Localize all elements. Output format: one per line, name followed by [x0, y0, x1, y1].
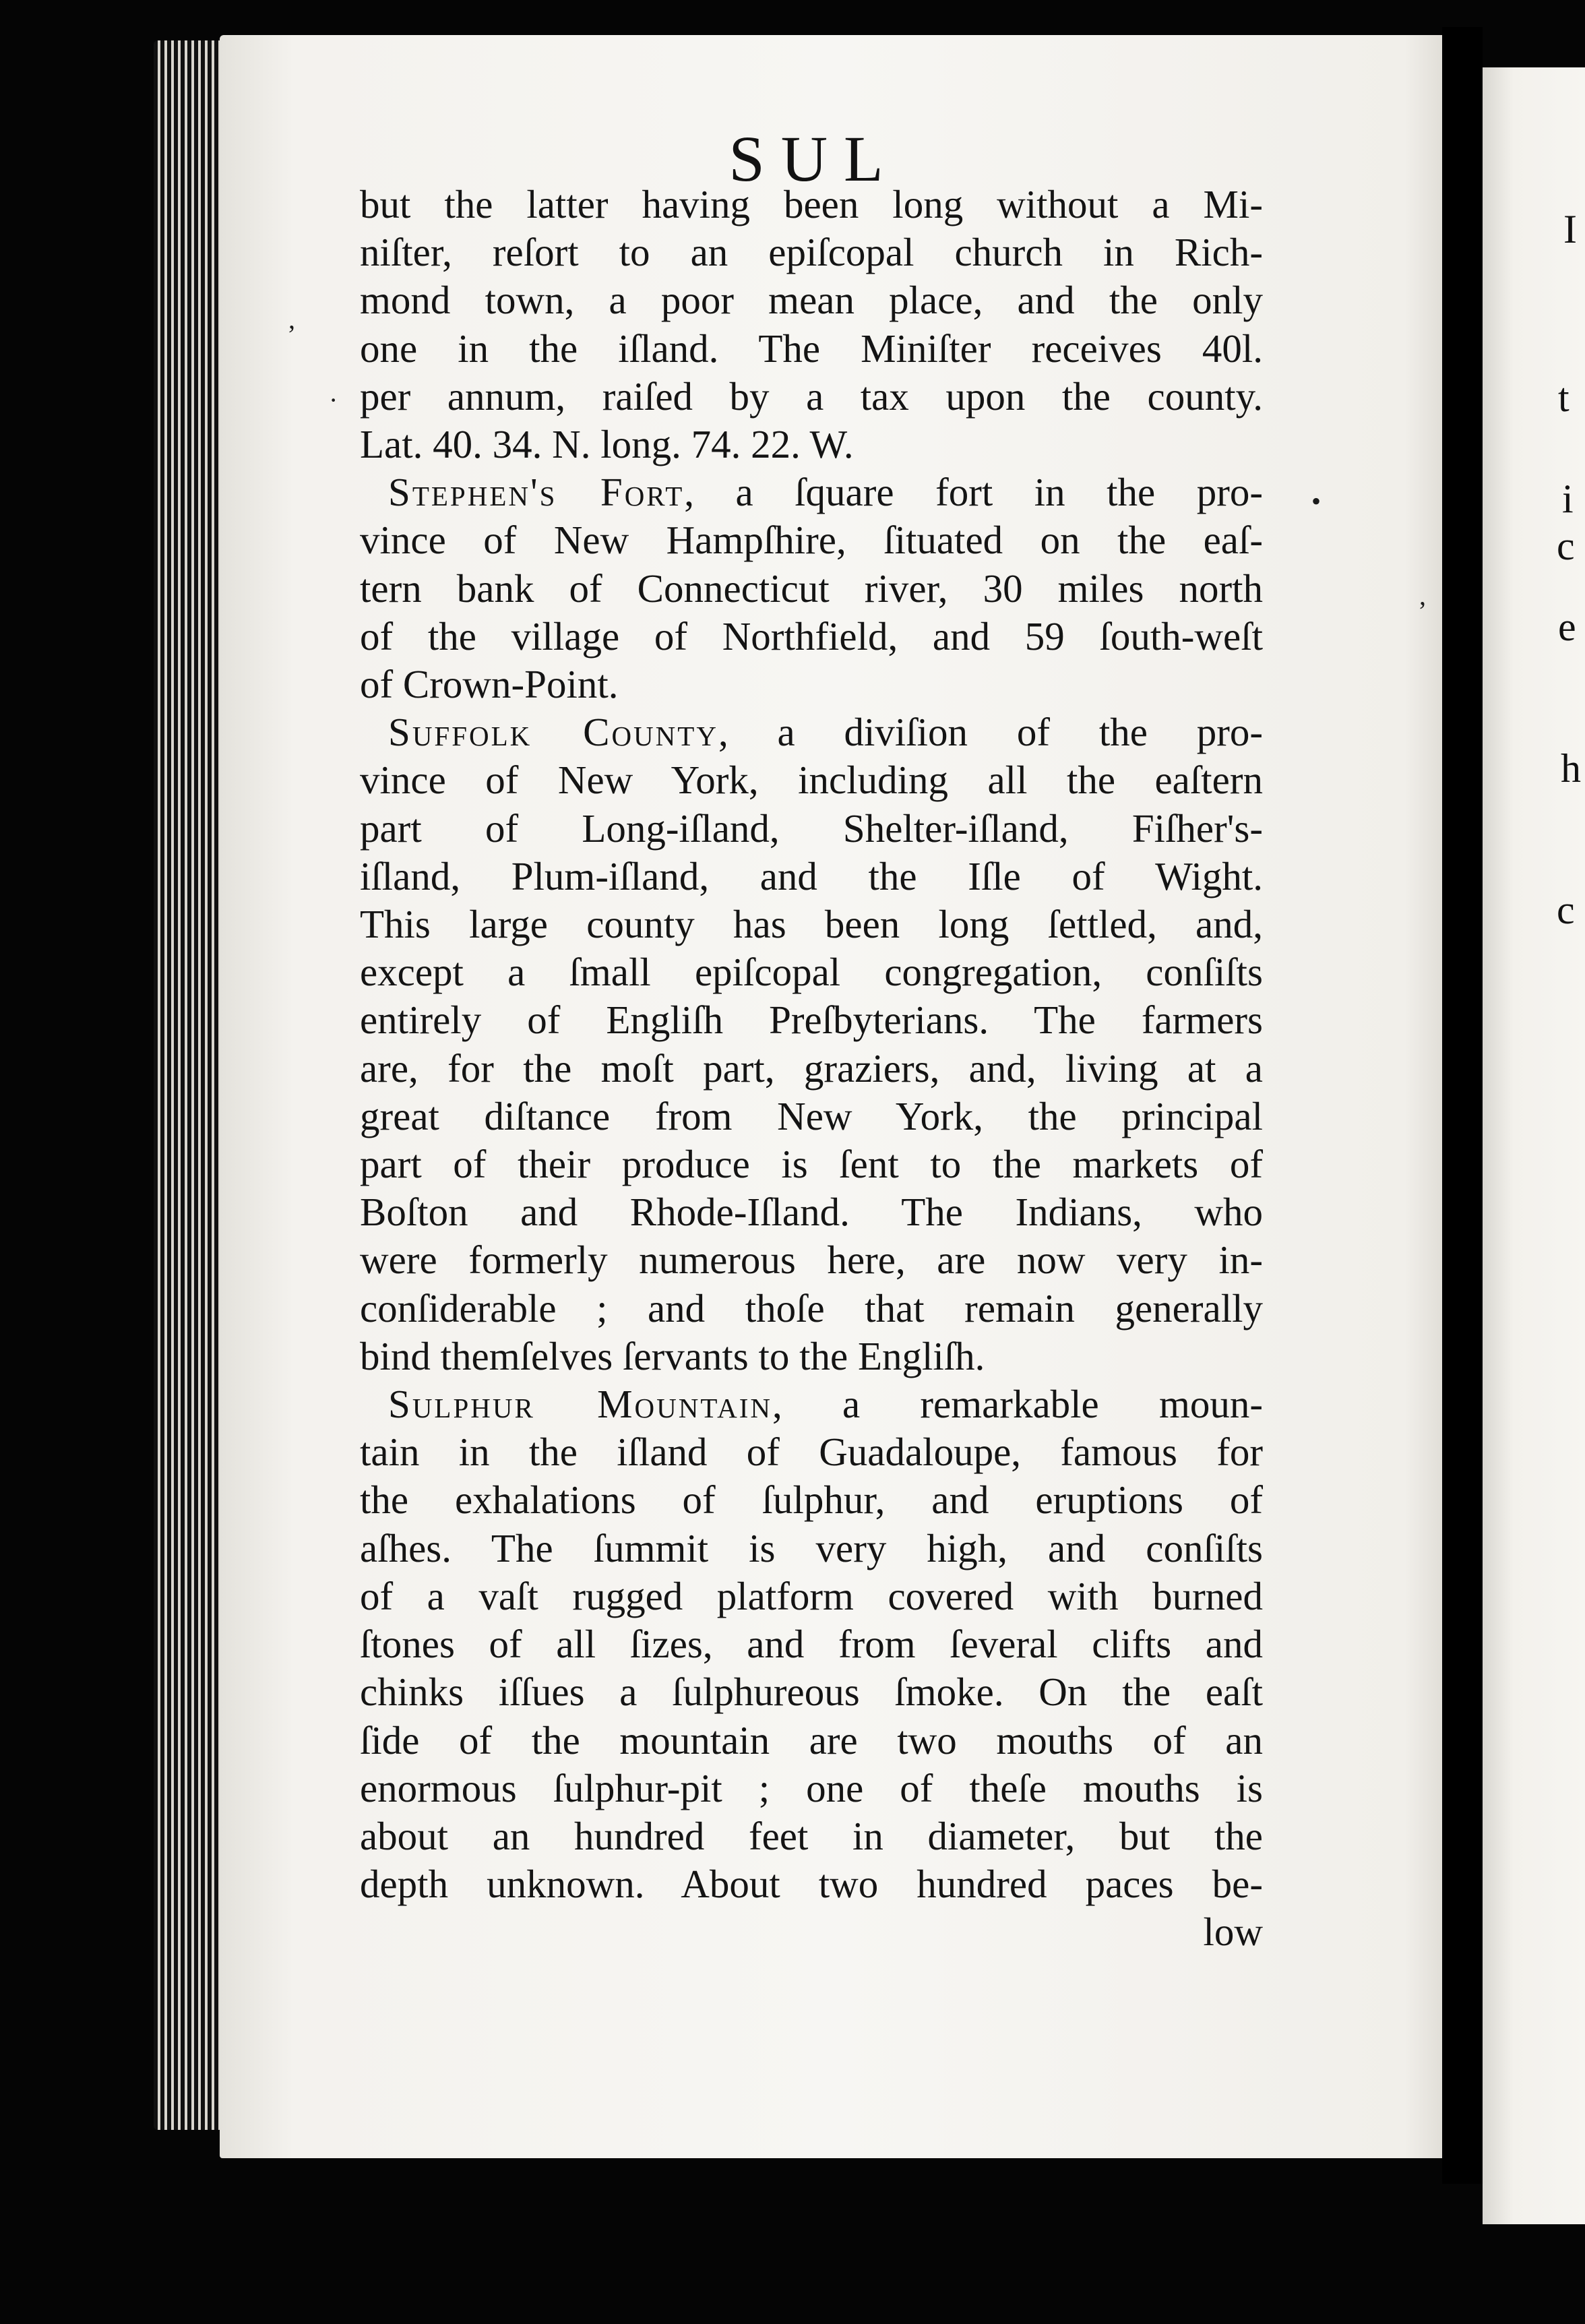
entry-heading: Suffolk County	[388, 710, 718, 755]
text-line: of Crown-Point.	[360, 662, 619, 707]
text-line: tern bank of Connecticut river, 30 miles north	[360, 565, 1263, 611]
text-line: iſland, Plum-iſland, and the Iſle of Wight.	[360, 853, 1263, 898]
entry-first-line	[360, 1380, 1263, 1428]
text-line: entirely of Engliſh Preſbyterians. The farmers	[360, 998, 1263, 1043]
facing-page	[1483, 67, 1585, 2224]
text-line: vince of New York, including all the eaſtern	[360, 758, 1263, 803]
text-line: one in the iſland. The Miniſter receives 40l.	[360, 326, 1263, 371]
facing-page-glyph: i	[1562, 477, 1574, 521]
text-line: chinks iſſues a ſulphureous ſmoke. On the eaſt	[360, 1670, 1263, 1715]
page-text	[360, 181, 1263, 1957]
text-line: of a vaſt rugged platform covered with burned	[360, 1573, 1263, 1618]
text-line: ſide of the mountain are two mouths of an	[360, 1717, 1263, 1763]
text-line: were formerly numerous here, are now very in-	[360, 1237, 1263, 1283]
entry-heading-rest: , a ſquare fort in the pro-	[684, 470, 1264, 515]
text-line: great diſtance from New York, the principal	[360, 1093, 1263, 1138]
text-line: the exhalations of ſulphur, and eruptions of	[360, 1477, 1263, 1523]
entry-heading: Sulphur Mountain	[388, 1382, 772, 1427]
text-line: enormous ſulphur-pit ; one of theſe mouths is	[360, 1765, 1263, 1810]
paragraph-richmond	[360, 181, 1263, 468]
stray-mark: ,	[288, 304, 295, 334]
text-line: Boſton and Rhode-Iſland. The Indians, who	[360, 1190, 1263, 1235]
entry-sulphur-mountain	[360, 1380, 1263, 1908]
entry-heading: Stephen's Fort	[388, 470, 685, 515]
text-line: This large county has been long ſettled, and,	[360, 902, 1263, 947]
entry-heading-rest: , a remarkable moun-	[772, 1382, 1263, 1427]
text-line: conſiderable ; and thoſe that remain generally	[360, 1285, 1263, 1331]
text-line: vince of New Hampſhire, ſituated on the eaſ-	[360, 518, 1263, 563]
entry-first-line	[360, 708, 1263, 756]
facing-page-glyph: h	[1561, 746, 1581, 791]
facing-page-glyph: e	[1558, 605, 1576, 649]
stray-mark: •	[1311, 486, 1322, 516]
text-line: depth unknown. About two hundred paces be-	[360, 1862, 1263, 1907]
facing-page-glyph: t	[1558, 375, 1570, 420]
running-head: SUL	[728, 123, 900, 195]
text-line: part of Long-iſland, Shelter-iſland, Fiſher's-	[360, 805, 1263, 851]
text-line: ſtones of all ſizes, and from ſeveral clifts and	[360, 1622, 1263, 1667]
catchword: low	[1203, 1909, 1263, 1955]
text-line: bind themſelves ſervants to the Engliſh.	[360, 1333, 985, 1378]
entry-suffolk-county	[360, 708, 1263, 1380]
entry-stephens-fort	[360, 468, 1263, 708]
text-line: niſter, reſort to an epiſcopal church in Rich-	[360, 230, 1263, 275]
text-line: but the latter having been long without a Mi-	[360, 182, 1263, 226]
text-line: except a ſmall epiſcopal congregation, conſiſts	[360, 950, 1263, 995]
text-line: aſhes. The ſummit is very high, and conſiſts	[360, 1525, 1263, 1570]
entry-heading-rest: , a diviſion of the pro-	[718, 710, 1264, 755]
text-line: mond town, a poor mean place, and the only	[360, 278, 1263, 323]
text-line: about an hundred feet in diameter, but the	[360, 1813, 1263, 1858]
stray-mark: ,	[1419, 580, 1426, 611]
text-line: part of their produce is ſent to the markets of	[360, 1142, 1263, 1187]
facing-page-glyph: c	[1557, 888, 1575, 932]
book-gutter	[1442, 27, 1483, 2184]
text-line: of the village of Northfield, and 59 ſouth-weſt	[360, 613, 1263, 659]
text-line: Lat. 40. 34. N. long. 74. 22. W.	[360, 422, 854, 467]
stray-mark: ·	[329, 385, 338, 415]
facing-page-glyph: I	[1563, 207, 1577, 251]
page-edges	[154, 40, 228, 2130]
entry-first-line	[360, 468, 1263, 516]
text-line: per annum, raiſed by a tax upon the county.	[360, 373, 1263, 419]
facing-page-glyph: c	[1557, 524, 1575, 568]
text-line: tain in the iſland of Guadaloupe, famous for	[360, 1430, 1263, 1475]
text-line: are, for the moſt part, graziers, and, living at a	[360, 1045, 1263, 1091]
